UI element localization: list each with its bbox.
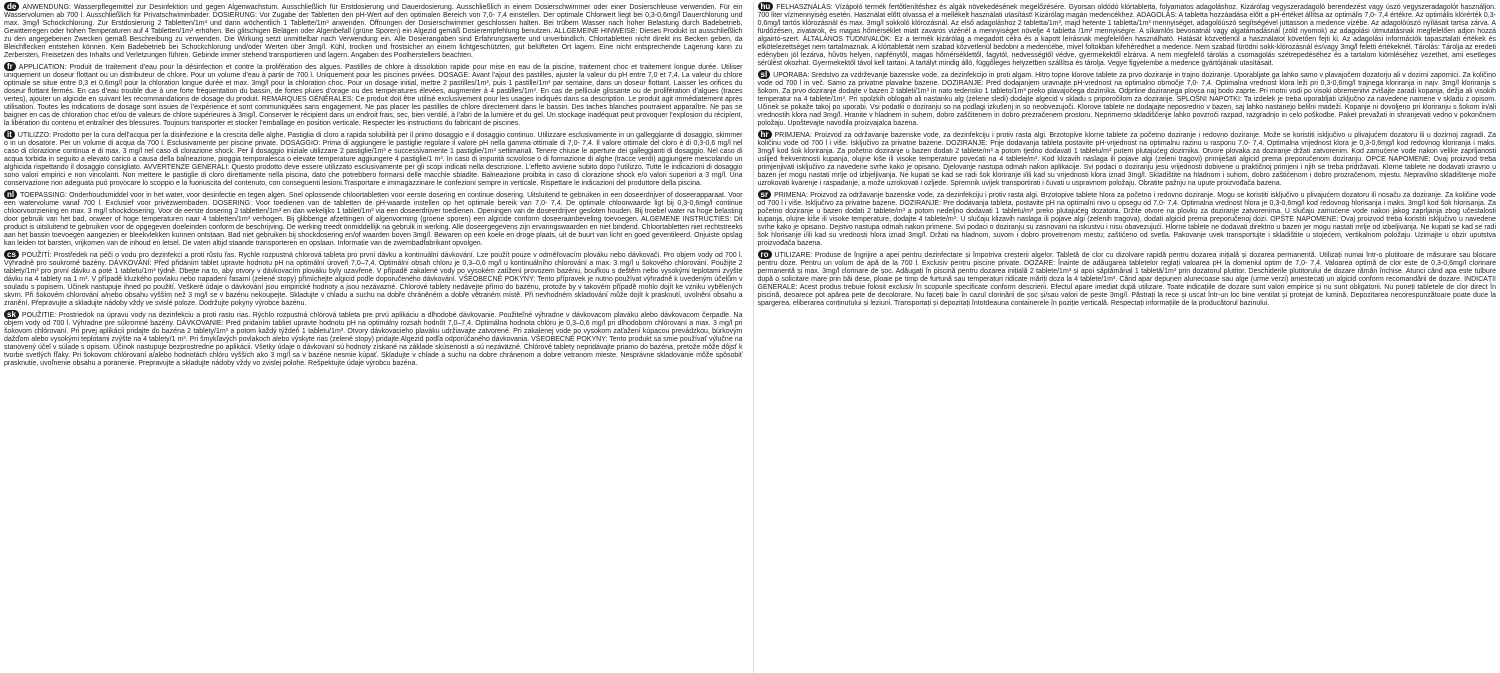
- section-sl: [758, 70, 1497, 128]
- section-text-sl: UPORABA: Sredstvo za vzdrževanje bazenske vode, za dezinfekcijo in proti algam. Hitro topne klorove tablete za prvo doziranje in trajno doziranje. Uporabljate ga lahko samo v plavajočem dozatorju ali v dozirni zapornici. Za količino vode od 700 l in več. Samo za privatne plavalne bazene. DOZIRANJE: Pred dodajanjem uravnajte pH-vrednost na optimalno območje 7,0- 7,4. Optimalna vrednost klora leži pri 0,3-0,6mg/l trajnega kloriranja in najv. 3mg/l kloriranja s šokom. Za prvo doziranje dodajte v bazen 2 tableti/1m³ in nato tedensko 1 tableto/1m³ preko plavajočega dozirnika. Odprtine doziranega plovca naj bodo zaprte. Pri motni vodi po visoki obremenitvi zvišajte zaradi kopanja, dežja ali visokih temperatur na 4 tablete/1m³. Pri spolzkih oblogah ali nastanku alg (zelene sledi) dodajte algecid v skladu s priporočilom za doziranje. SPLOŠNI NAPOTKI: Ta izdelek je treba uporabljati izključno za navedene namene v skladu z opisom. Učinek se pokaže takoj po uporabi. Vsi podatki o doziranju so na podlagi izkušenj in so neobvezujoči. Klorove tablete ne dodajajte neposredno v bazen, saj lahko nastanejo belilni madeži. Kopanje ni dovoljeno pri kloriranju s šokom in/ali vrednostih klora nad 3mg/l. Hranite v hladnem in suhem, dobro zaščitenem in dobro prezračenem prostoru. Neprimerno skladiščenje lahko povzroči razpad, razgradnjo in celo poškodbe. Paket prevažati in shranjevati vedno v pokončnem položaju. Upoštevajte navodila proizvajalca bazena.: [757, 72, 1496, 127]
- section-text-sr: PRIMENA: Proizvod za održavanje bazenske vode, za dezinfekciju i protiv rasta algi. Brzotopive tablete hlora za početno i redovno doziranje. Mogu se koristiti isključivo u plivajućem dozatoru ili nosaču za doziranje. Za količine vode od 700 l i više. Isključivo za privatne bazene. DOZIRANJE: Pre dodavanja tableta, postavite pH na optimalni nivo u opsegu od 7,0- 7,4. Optimalna vrednost hlora je 0,3-0,6mg/l kod redovnog hlorisanja i maks. 3mg/l kod šok hlorisanja. Za početno doziranje u bazen dodati 2 tablete/m³ a potom nedeljno dodavati 1 tabletu/m³ preko plutajućeg dozatora. Držite otvore na plovku za doziranje zatvorenima. U slučaju zamućene vode nakon jakog zaprljanja zbog učestalosti kupanja, olujne kiše ili visoke temperature, dodajte 4 tablete/m³. U slučaju klizavih naslaga ili pojave algi (zelenih tragova), dodati algicid prema preporučenoj dozi. OPŠTE NAPOMENE: Ovaj proizvod treba koristiti isključivo u navedene svrhe kako je opisano. Dejstvo nastupa odmah nakon primene. Svi podaci o doziranju su zasnovani na iskustvu i nisu obavezujući. Hlorne tablete ne dodavati direktno u bazen jer mogu nastati mrlje od izbeljivanja. Ne kupati se kad se radi šok hlorisanje i/ili kad su vrednosti hlora iznad 3mg/l. Držati na hladnom, suvom i dobro provetrenom mestu; zaštićeno od svetla. Pakovanje uvek transportujte i skladištite u stojećem, vertikalnom položaju. Uzimajte u obzir uputstva proizvođača bazena.: [757, 192, 1496, 247]
- language-badge-fr: fr: [4, 62, 16, 71]
- language-badge-it: it: [4, 130, 15, 139]
- language-badge-hr: hr: [758, 130, 772, 139]
- section-text-it: UTILIZZO: Prodotto per la cura dell’acqua per la disinfezione e la crescita delle alghe. Pastiglia di cloro a rapida solubilità per il primo dosaggio e il dosaggio continuo. Utilizzare esclusivamente in un galleggiante di dosaggio, skimmer o in un dosatore. Per un volume di acqua da 700 l. Esclusivamente per piscine private. DOSAGGIO: Prima di aggiungere le pastiglie regolare il valore pH nella gamma ottimale di 7,0- 7,4. Il valore ottimale del cloro è di 0,3-0,6 mg/l nel caso di clorazione continua e di max. 3 mg/l nel caso di clorazione shock. Per il dosaggio iniziale utilizzare 2 pastiglie/1m³ e successivamente 1 pastiglie/1m³ settimanali. Tenere chiuse le aperture dei galleggianti di dosaggio. Nel caso di acqua torbida in seguito a elevato carico a causa della balneazione, pioggia temporalesca o elevate temperature aggiungere 4 pastiglie/1 m³. In caso di impurità scivolose o di formazione di alghe (tracce verdi) aggiungere mescolando un alghicida rispettando il dosaggio consigliato. AVVERTENZE GENERALI: Questo prodotto deve essere utilizzato esclusivamente per gli scopi indicati nella descrizione. L’effetto avviene subito dopo l’utilizzo. Tutte le indicazioni di dosaggio sono valori empirici e non vincolanti. Non mettere le pastiglie di cloro direttamente nella piscina, dato che potrebbero formarsi delle macchie sbiadite. Balneazione proibita in caso di clorazione shock e/o valori superiori a 3 mg/l. Una conservazione non adeguata può provocare lo scoppio e la fuoriuscita del contenuto, con conseguenti lesioni.Trasportare e immagazzinare le confezioni sempre in verticale. Rispettare le indicazioni del produttore della piscina.: [4, 132, 743, 187]
- section-it: [4, 130, 743, 188]
- section-sr: [758, 190, 1497, 248]
- section-text-de: ANWENDUNG: Wasserpflegemittel zur Desinfektion und gegen Algenwachstum. Ausschließlich für Erstdosierung und Dauerdosierung. Ausschließlich in einem Dosierschwimmer oder einer Dosierschleuse verwenden. Für ein Wasservolumen ab 700 l. Ausschließlich für Privatschwimmbäder. DOSIERUNG: Vor Zugabe der Tabletten den pH-Wert auf den optimalen Bereich von 7,0- 7,4 einstellen. Der optimale Chlorwert liegt bei 0,3-0,6mg/l Dauerchlorung und max. 3mg/l Schockchlorung. Zur Erstdosierung 2 Tabletten/1m³ und dann wöchentlich 1 Tablette/1m³ anwenden. Öffnungen der Dosierschwimmer geschlossen halten. Bei trübem Wasser nach hoher Belastung durch Badebetrieb, Gewitterregen oder hohen Temperaturen auf 4 Tabletten/1m³ erhöhen. Bei glitschigen Belägen oder Algenbefall (grüne Sporen) ein Algezid gemäß Dosierempfehlung benutzen. ALLGEMEINE HINWEISE: Dieses Produkt ist ausschließlich zu den angegebenen Zwecken gemäß Beschreibung zu verwenden. Die Wirkung setzt unmittelbar nach Verwendung ein. Alle Dosierangaben sind Erfahrungswerte und unverbindlich. Chlortabletten nicht direkt ins Becken geben, da Bleichflecken entstehen können. Kein Badebetrieb bei Schockchlorung und/oder Werten über 3mg/l. Kühl, trocken und frostsicher an einem lichtgeschützten, gut belüfteten Ort lagern. Eine nicht entsprechende Lagerung kann zu Zerbersten, Freisetzen des Inhalts und Verletzungen führen. Gebinde immer stehend transportieren und lagern. Angaben des Poolherstellers beachten.: [4, 4, 743, 59]
- right-column: [753, 2, 1497, 673]
- section-hu: [758, 2, 1497, 68]
- section-fr: [4, 62, 743, 128]
- section-text-hr: PRIMJENA: Proizvod za održavanje bazenske vode, za dezinfekciju i protiv rasta algi. Brzotopive klorne tablete za početno doziranje i redovno doziranje. Može se koristiti isključivo u plivajućem dozatoru ili u dozirnoj zagradi. Za količinu vode od 700 l i više. Isključivo za privatne bazene. DOZIRANJE: Prije dodavanja tableta postavite pH-vrijednost na optimalnu razinu u rasponu 7,0- 7,4. Optimalna vrijednost klora je 0,3-0,6mg/l kod redovnog kloriranja i maks. 3mg/l kod šok kloriranja. Za početno doziranje u bazen dodati 2 tablete/m³ a potom tjedno dodavati 1 tabletu/m³ putem plutajućeg dozirnika. Otvore plovaka za doziranje držati zatvorenim. Kod zamućene vode nakon velike zaprljanosti uslijed frekventnosti kupanja, olujne kiše ili visoke temperature povećati na 4 tablete/m³. Kod klizavih naslaga ili pojave algi (zeleni tragovi) primiješati algicid prema preporučenom doziranju. OPĆE NAPOMENE: Ovaj proizvod treba primjenjivati isključivo za navedene svrhe kako je opisano. Djelovanje nastupa odmah nakon aplikacije. Svi podaci o doziranju jesu vrijednosti dobivene u praktičnoj primjeni i njih se treba pridržavati. Klorne tablete ne dodavati izravno u bazen jer mogu nastati mrlje od izbjeljivanja. Ne kupati se kad se radi šok kloriranje i/ili kad su vrijednosti klora iznad 3mg/l. Skladištite na hladnom i suhom, dobro zaštićenom i dobro prozračenom, mjestu. Nepravilno skladištenje može uzrokovati kvarenje i raspadanje, a može uzrokovati i ozljede. Spremnik uvijek transportirati i čuvati u uspravnom položaju. Obratite pažnju na upute proizvođača bazena.: [757, 132, 1496, 187]
- section-de: [4, 2, 743, 60]
- language-badge-sk: sk: [4, 310, 19, 319]
- section-text-ro: UTILIZARE: Produse de îngrijire a apei pentru dezinfectare și împotriva creșterii algelor. Tabletă de clor cu dizolvare rapidă pentru dozarea inițială și dozarea permanentă. Utilizați numai într-o plutitoare de măsurare sau blocare pentru doze. Pentru un volum de apă de la 700 l. Exclusiv pentru piscine private. DOZARE: Înainte de adăugarea tabletelor reglați valoarea pH la domeniul optim de 7,0- 7,4. Valoarea optimă de clor este de 0,3-0,6mg/l clorinare permanentă și max. 3mg/l clorinare de șoc. Adăugați în piscină pentru dozarea inițială 2 tablete/1m³ și apoi săptămânal 1 tabletă/1m³ prin dozatorul plutitor. Deschiderile plutitorului de dozare rămân închise. Atunci când apa este tulbure după o solicitare mare prin băi dese, ploaie pe timp de furtună sau temperaturi ridicate măriți doza la 4 tablete/1m³. Când apar depuneri alunecoase sau alge (urme verzi) amestecați un algicid conform recomandării de dozare. INDICAȚII GENERALE: Acest produs trebuie folosit exclusiv în scopurile specificate conform descrierii. Efectul apare imediat după utilizare. Toate indicațiile de dozare sunt valori empirice și nu sunt obligatorii. Nu puneți tabletele de clor direct în piscină, deoarece pot apărea pete de decolorare. Nu faceți baie în cazul clorinării de șoc și/sau valori de peste 3mg/l. Păstrați la rece și uscat într-un loc bine ventilat și protejat de lumină. Depozitarea necorespunzătoare poate duce la spargerea, eliberarea conținutului și leziuni. Transportați și depozitați întotdeauna containerele în poziție verticală. Respectați informațiile de la producătorul bazinului.: [757, 252, 1496, 307]
- section-ro: [758, 250, 1497, 308]
- language-badge-nl: nl: [4, 190, 17, 199]
- section-text-fr: APPLICATION: Produit de traitement d’eau pour la désinfection et contre la prolifération des algues. Pastilles de chlore à dissolution rapide pour mise en eau de la piscine, traitement choc et traitement longue durée. Utiliser uniquement un doseur flottant ou un distributeur de chlore. Pour un volume d’eau à partir de 700 l. Uniquement pour les piscines privées. DOSAGE: Avant l’ajout des pastilles, ajuster la valeur du pH entre 7,0 et 7,4. La valeur du chlore optimale se situe entre 0,3 et 0,6mg/l pour la chloration longue durée et max. 3mg/l pour la chloration choc. Pour un dosage initial, mettre 2 pastilles/1m³, puis 1 pastille/1m³ par semaine, dans un doseur flottant. Laisser les orifices du doseur flottant fermés. En cas d’eau trouble due à une forte fréquentation du bassin, de fortes pluies d’orage ou des températures élevées, augmenter à 4 pastilles/1m³. En cas de pellicule glissante ou de prolifération d’algues (traces vertes), ajouter un algicide en suivant les recommandations de dosage du produit. REMARQUES GÉNÉRALES: Ce produit doit être utilisé exclusivement pour les usages indiqués dans sa description. Le produit agit immédiatement après utilisation. Toutes les indications de dosage sont issues de l’expérience et sont communiquées sans engagement. Ne pas placer les pastilles de chlore directement dans le bassin. Des taches blanches pourraient apparaître. Ne pas se baigner en cas de chloration choc et/ou de valeurs de chlore supérieures à 3mg/l. Conserver le récipient dans un endroit frais, sec, bien ventilé, à l’abri de la lumière et du gel. Un stockage inadéquat peut provoquer l’explosion du récipient, la libération du contenu et entraîner des blessures. Toujours transporter et stocker l’emballage en position verticale. Respecter les instructions du fabricant de piscines.: [4, 64, 743, 127]
- section-nl: [4, 190, 743, 248]
- language-badge-ro: ro: [758, 250, 772, 259]
- language-badge-de: de: [4, 2, 19, 11]
- language-badge-sl: sl: [758, 70, 771, 79]
- section-sk: [4, 310, 743, 368]
- section-text-sk: POUŽITIE: Prostriedok na úpravu vody na dezinfekciu a proti rastu rias. Rýchlo rozpustná chlórová tableta pre prvú aplikáciu a dlhodobé dávkovanie. Použiteľné výhradne v dávkovacom plaváku alebo dávkovacom čerpadle. Na objem vody od 700 l. Výhradne pre súkromné bazény. DÁVKOVANIE: Pred pridaním tabliet upravte hodnotu pH na optimálny rozsah hodnôt 7,0–7,4. Optimálna hodnota chlóru je 0,3–0,6 mg/l pri dlhodobom chlórovaní a max. 3 mg/l pri šokovom chlórovaní. Pri prvej aplikácii pridajte do bazéna 2 tablety/1m³ a potom každý týždeň 1 tabletu/1m³. Otvory dávkovacieho plaváku udržiavajte zatvorené. Pri zakalenej vode po vysokom zaťažení kúpacou prevádzkou, búrkovým dažďom alebo vysokými teplotami zvýšte na 4 tablety/1 m³. Pri šmykľavých povlakoch alebo výskyte rias (zelené stopy) pridajte Algezid podľa odporúčaného dávkovania. VŠEOBECNÉ POKYNY: Tento produkt sa smie používať výlučne na stanovený účel v súlade s opisom. Účinok nastupuje bezprostredne po aplikácii. Všetky údaje o dávkovaní sú hodnoty získané na základe skúseností a sú nezáväzné. Chlórové tablety nepridávajte priamo do bazéna, pretože môže dôjsť k tvorbe svetlých fľaky. Pri šokovom chlórovaní a/alebo hodnotách chlóru vyšších ako 3 mg/l sa v bazéne nesmie kúpať. Skladujte v chlade a suchu na dobre chránenom a dobre vetranom mieste. Nesprávne skladovanie môže spôsobiť prasknutie, uvoľnenie obsahu a poranenie. Prepravujte a skladujte nádoby vždy vo zvislej polohe. Rešpektujte údaje výrobcu bazéna.: [4, 312, 743, 367]
- language-badge-sr: sr: [758, 190, 772, 199]
- left-column: [4, 2, 743, 673]
- section-text-hu: FELHASZNÁLÁS: Vízápoló termék fertőtlenítéshez és algák növekedésének megelőzésére. Gyorsan oldódó klórtabletta, folyamatos adagoláshoz. Kizárólag vegyszeradagoló berendezést vagy úszó vegyszeradagolót használjon. 700 liter vízmennyiség esetén. Használat előtt olvassa el a mellékelt használati utasítást! Kizárólag magán medencékhez. ADAGOLÁS: A tabletta hozzáadása előtt a pH-értéket állítsa az optimális 7,0- 7,4 értékre. Az optimális klórérték 0,3-0,6mg/l tartós klórozásnál és max. 3mg/l sokkoló klórozásnál. Az első adagoláshoz 2 tabletta/1m³, majd hetente 1 tabletta/1m³ mennyiséget, adagolóúszó segítségével juttasson a medence vizébe. Az adagolóúszó nyílásait tartsa zárva. A fürdőzésen, zivatarok, és magas hőmérséklet miatt zavaros vizénél a mennyiséget növelje 4 tabletta /1m³ mennyiségre. A síkamlós bevonatnál vagy algatámadásnál (zöld nyomok) az adagolási útmutatásnak megfelelően adjon hozzá algairtó-szert. ÁLTALÁNOS TUDNIVALÓK: Ez a termék kizárólag a megadott célra és a kapott leírásnak megfelelően használható. Hatását közvetlenül a használatot követően fejti ki. Az adagolási információk tapasztalati értékek és elkötelezettséget nem tartalmaznak. A klórtablettát nem szabad közvetlenül bedobni a medencébe, mivel foltokban kifehéredhet a medence. Nem szabad fürödni sokk-klórozásnál és/vagy 3mg/l feletti értékeknél. Tárolás: Tárolja az eredeti edényben jól lezárva, hűvös helyen, napfénytől, magas hőmérséklettől, fagytól, nedvességtől védve, gyermekektől elzárva. A nem megfelelő tárolás a csomagolás szétrepedéséhez és a tartalom kiömléséhez vezethet, ami esetleges sérülést okozhat. Gyermekektől távol kell tartani. A tartályt mindig álló, függőleges helyzetben szállítsa és tárolja. Vegye figyelembe a medence gyártójának utasításait.: [757, 4, 1496, 67]
- section-text-nl: TOEPASSING: Onderhoudsmiddel voor in het water, voor desinfectie en tegen algen. Snel oplossende chloortabletten voor eerste dosering en continue dosering. Uitsluitend te gebruiken in een doseerdrijver of doseerapparaat. Voor een watervolume vanaf 700 l. Exclusief voor privézwembaden. DOSERING: Voor toedienen van de tabletten de pH-waarde instellen op het optimale bereik van 7,0- 7,4. De optimale chloorwaarde ligt bij 0,3-0,6mg/l continue chloorvoorziening en max. 3 mg/l shockdosering. Voor de eerste dosering 2 tabletten/1m³ en dan wekelijks 1 tablet/1m³ via een doseerdrijver toedienen. Openingen van de doseerdrijver gesloten houden. Bij troebel water na hoge belasting door gebruik van het bad, onweer of hoge temperaturen naar 4 tabletten/1m³ verhogen. Bij glibberige afzettingen of algenvorming (groene sporen) een algicide conform doseeraanbeveling toevoegen. ALGEMENE INSTRUCTIES: Dit product is uitsluitend te gebruiken voor de opgegeven doeleinden conform de beschrijving. De werking treedt onmiddellijk na gebruik in werking. Alle doseergegevens zijn ervaringswaarden en niet bindend. Chloortabletten niet rechtstreeks aan het bassin toevoegen aangezien er bleekvlekken kunnen ontstaan. Bad niet gebruiken bij shockdosering en/of waarden boven 3mg/l. Bewaren op een koele en droge plaats, uit de buurt van licht en goed geventileerd. Onjuiste opslag kan leiden tot barsten, vrijkomen van de inhoud en letsel. De vaten altijd staande transporteren en opslaan. Informatie van de zwembadfabrikant opvolgen.: [4, 192, 743, 247]
- section-text-cs: POUŽITÍ: Prostředek na péči o vodu pro dezinfekci a proti růstu řas. Rychle rozpustná chlorová tableta pro první dávku a kontinuální dávkování. Lze použít pouze v odměřovacím plováku nebo dávkovači. Pro objem vody od 700 l. Výhradně pro soukromé bazény. DÁVKOVÁNÍ: Před přidáním tablet upravte hodnotu pH na optimální úroveň 7,0–7,4. Optimální obsah chloru je 0,3–0,6 mg/l u kontinuálního chlorování a max. 3 mg/l u šokového chlorování. Použijte 2 tablety/1m³ pro první dávku a poté 1 tabletu/1m³ týdně. Dbejte na to, aby otvory v dávkovacím plováku byly uzavřené. V případě zakalené vody po vysokém zatížení provozem bazénu, bouřkou s deštěm nebo vysokými teplotami zvyšte dávku na 4 tablety na 1 m³. V případě kluzkého povlaku nebo napadení řasami (zelené stopy) přimíchejte algicid podle doporučeného dávkování. VŠEOBECNÉ POKYNY: Tento přípravek je nutno používat výhradně k uvedeným účelům v souladu s popisem. Účinek nastupuje ihned po použití. Veškeré údaje o dávkování jsou empirické hodnoty a jsou nezávazné. Chlorové tablety nedávejte přímo do bazénu, protože by v takovém případě mohlo dojít ke vzniku vybělených skvrn. Při šokovém chlorování a/nebo obsahu vyšším než 3 mg/l se v bazénu nekoupejte. Skladujte v chladu a suchu na dobře chráněném a dobře větraném místě. Při nevhodném skladování může dojít k prasknutí, uvolnění obsahu a zranění. Přepravujte a skladujte nádoby vždy ve svislé poloze. Dodržujte pokyny výrobce bazénu.: [4, 252, 743, 307]
- section-cs: [4, 250, 743, 308]
- language-badge-hu: hu: [758, 2, 774, 11]
- section-hr: [758, 130, 1497, 188]
- language-badge-cs: cs: [4, 250, 19, 259]
